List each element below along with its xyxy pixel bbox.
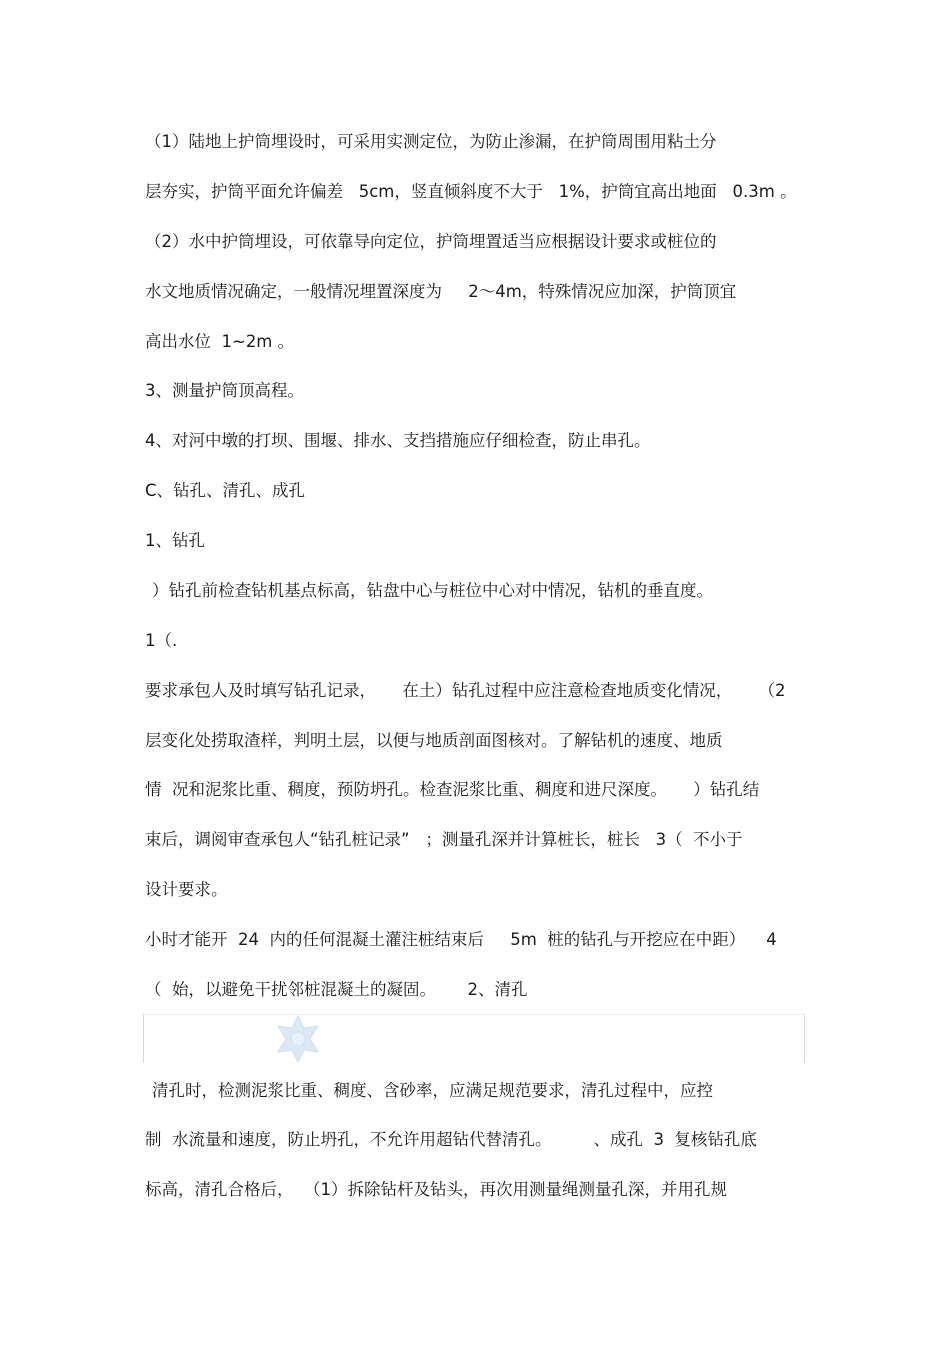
text-line: 要求承包人及时填写钻孔记录， 在土）钻孔过程中应注意检查地质变化情况， （2 [145,681,786,700]
text-line: 设计要求。 [145,880,228,899]
text-line: 清孔时，检测泥浆比重、稠度、含砂率，应满足规范要求，清孔过程中，应控 [152,1081,713,1100]
section-heading: C、钻孔、清孔、成孔 [145,481,306,500]
text-line: 标高，清孔合格后， （1）拆除钻杆及钻头，再次用测量绳测量孔深，并用孔规 [145,1180,727,1199]
text-line: 高出水位 1~2m 。 [145,332,295,351]
text-line: 层夯实，护筒平面允许偏差 5cm，竖直倾斜度不大于 1%，护筒宜高出地面 0.3m 。 [145,182,797,201]
text-line: （ 始，以避免干扰邻桩混凝土的凝固。 2、清孔 [145,980,528,999]
text-line: （2）水中护筒埋设，可依靠导向定位，护筒埋置适当应根据设计要求或桩位的 [145,232,717,251]
watermark-frame [143,1014,805,1063]
text-line: 小时才能开 24 内的任何混凝土灌注桩结束后 5m 桩的钻孔与开挖应在中距） 4 [145,930,777,949]
text-line: （1）陆地上护筒埋设时，可采用实测定位，为防止渗漏，在护筒周围用粘土分 [145,132,717,151]
snowflake-watermark-icon [272,1014,324,1064]
text-line: 层变化处捞取渣样，判明土层，以便与地质剖面图核对。了解钻机的速度、地质 [145,731,723,750]
text-line: 1（. [145,631,178,650]
text-line: 束后，调阅审查承包人“钻孔桩记录” ；测量孔深并计算桩长，桩长 3（ 不小于 [145,830,743,849]
text-line: ）钻孔前检查钻机基点标高，钻盘中心与桩位中心对中情况，钻机的垂直度。 [152,581,713,600]
text-line: 水文地质情况确定，一般情况埋置深度为 2～4m，特殊情况应加深，护筒顶宜 [145,282,737,301]
text-line: 情 况和泥浆比重、稠度，预防坍孔。检查泥浆比重、稠度和进尺深度。 ）钻孔结 [145,780,760,799]
text-line: 3、测量护筒顶高程。 [145,381,304,400]
subsection-heading: 1、钻孔 [145,531,205,550]
text-line: 制 水流量和速度，防止坍孔，不允许用超钻代替清孔。 、成孔 3 复核钻孔底 [145,1130,757,1149]
text-line: 4、对河中墩的打坝、围堰、排水、支挡措施应仔细检查，防止串孔。 [145,431,651,450]
